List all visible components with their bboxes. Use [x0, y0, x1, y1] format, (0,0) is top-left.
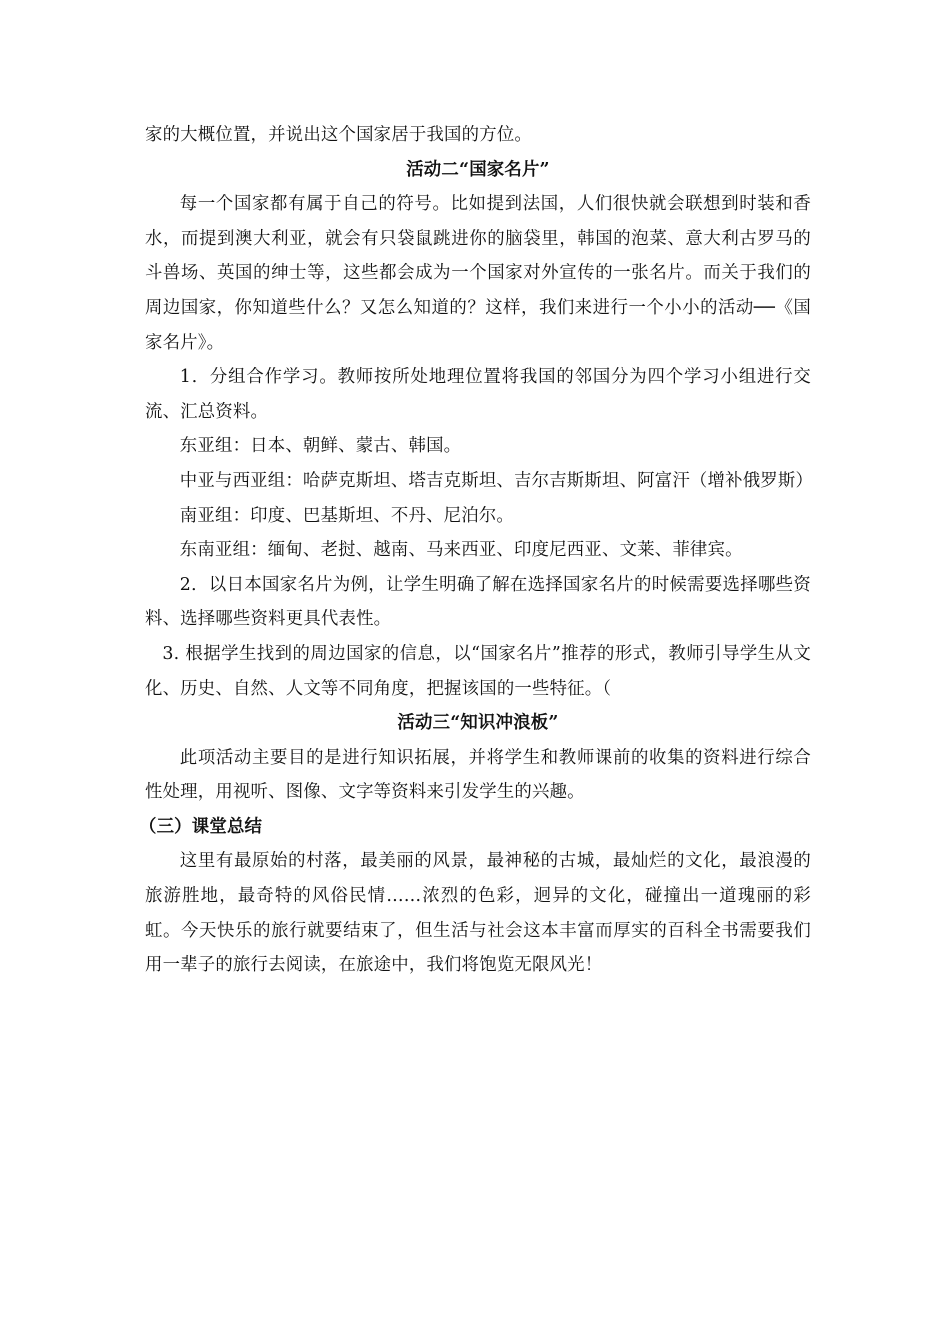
- activity-two-heading: 活动二“国家名片”: [406, 159, 550, 180]
- step-three: 3. 根据学生找到的周边国家的信息，以“国家名片”推荐的形式，教师引导学生从文化、历史、自然、人文等不同角度，把握该国的一些特征。（: [145, 643, 811, 699]
- step-one: 1．分组合作学习。教师按所处地理位置将我国的邻国分为四个学习小组进行交流、汇总资料。: [145, 367, 811, 422]
- paragraph-summary: 这里有最原始的村落，最美丽的风景，最神秘的古城，最灿烂的文化，最浪漫的旅游胜地，最奇特的风俗民情……浓烈的色彩，迥异的文化，碰撞出一道瑰丽的彩虹。今天快乐的旅行就要结束了，但生活与社会这本丰富而厚实的百科全书需要我们用一辈子的旅行去阅读，在旅途中，我们将饱览无限风光！: [145, 851, 811, 976]
- section-summary-heading: （三）课堂总结: [139, 816, 263, 837]
- paragraph-activity-three: 此项活动主要目的是进行知识拓展，并将学生和教师课前的收集的资料进行综合性处理，用视听、图像、文字等资料来引发学生的兴趣。: [145, 747, 811, 803]
- group-south-asia: 南亚组：印度、巴基斯坦、不丹、尼泊尔。: [179, 505, 515, 526]
- activity-three-heading: 活动三“知识冲浪板”: [397, 713, 559, 734]
- group-southeast-asia: 东南亚组：缅甸、老挝、越南、马来西亚、印度尼西亚、文莱、菲律宾。: [179, 540, 743, 561]
- paragraph-continuation: 家的大概位置，并说出这个国家居于我国的方位。: [145, 125, 532, 145]
- document-body: [139, 118, 814, 983]
- group-central-west-asia: 中亚与西亚组：哈萨克斯坦、塔吉克斯坦、吉尔吉斯斯坦、阿富汗（增补俄罗斯）: [179, 470, 814, 491]
- paragraph-intro: 每一个国家都有属于自己的符号。比如提到法国，人们很快就会联想到时装和香水，而提到澳大利亚，就会有只袋鼠跳进你的脑袋里，韩国的泡菜、意大利古罗马的斗兽场、英国的绅士等，这些都会成为一个国家对外宣传的一张名片。而关于我们的周边国家，你知道些什么？又怎么知道的？这样，我们来进行一个小小的活动──《国家名片》。: [145, 194, 811, 353]
- group-east-asia: 东亚组：日本、朝鲜、蒙古、韩国。: [179, 436, 462, 457]
- step-two: 2．以日本国家名片为例，让学生明确了解在选择国家名片的时候需要选择哪些资料、选择哪些资料更具代表性。: [145, 574, 811, 630]
